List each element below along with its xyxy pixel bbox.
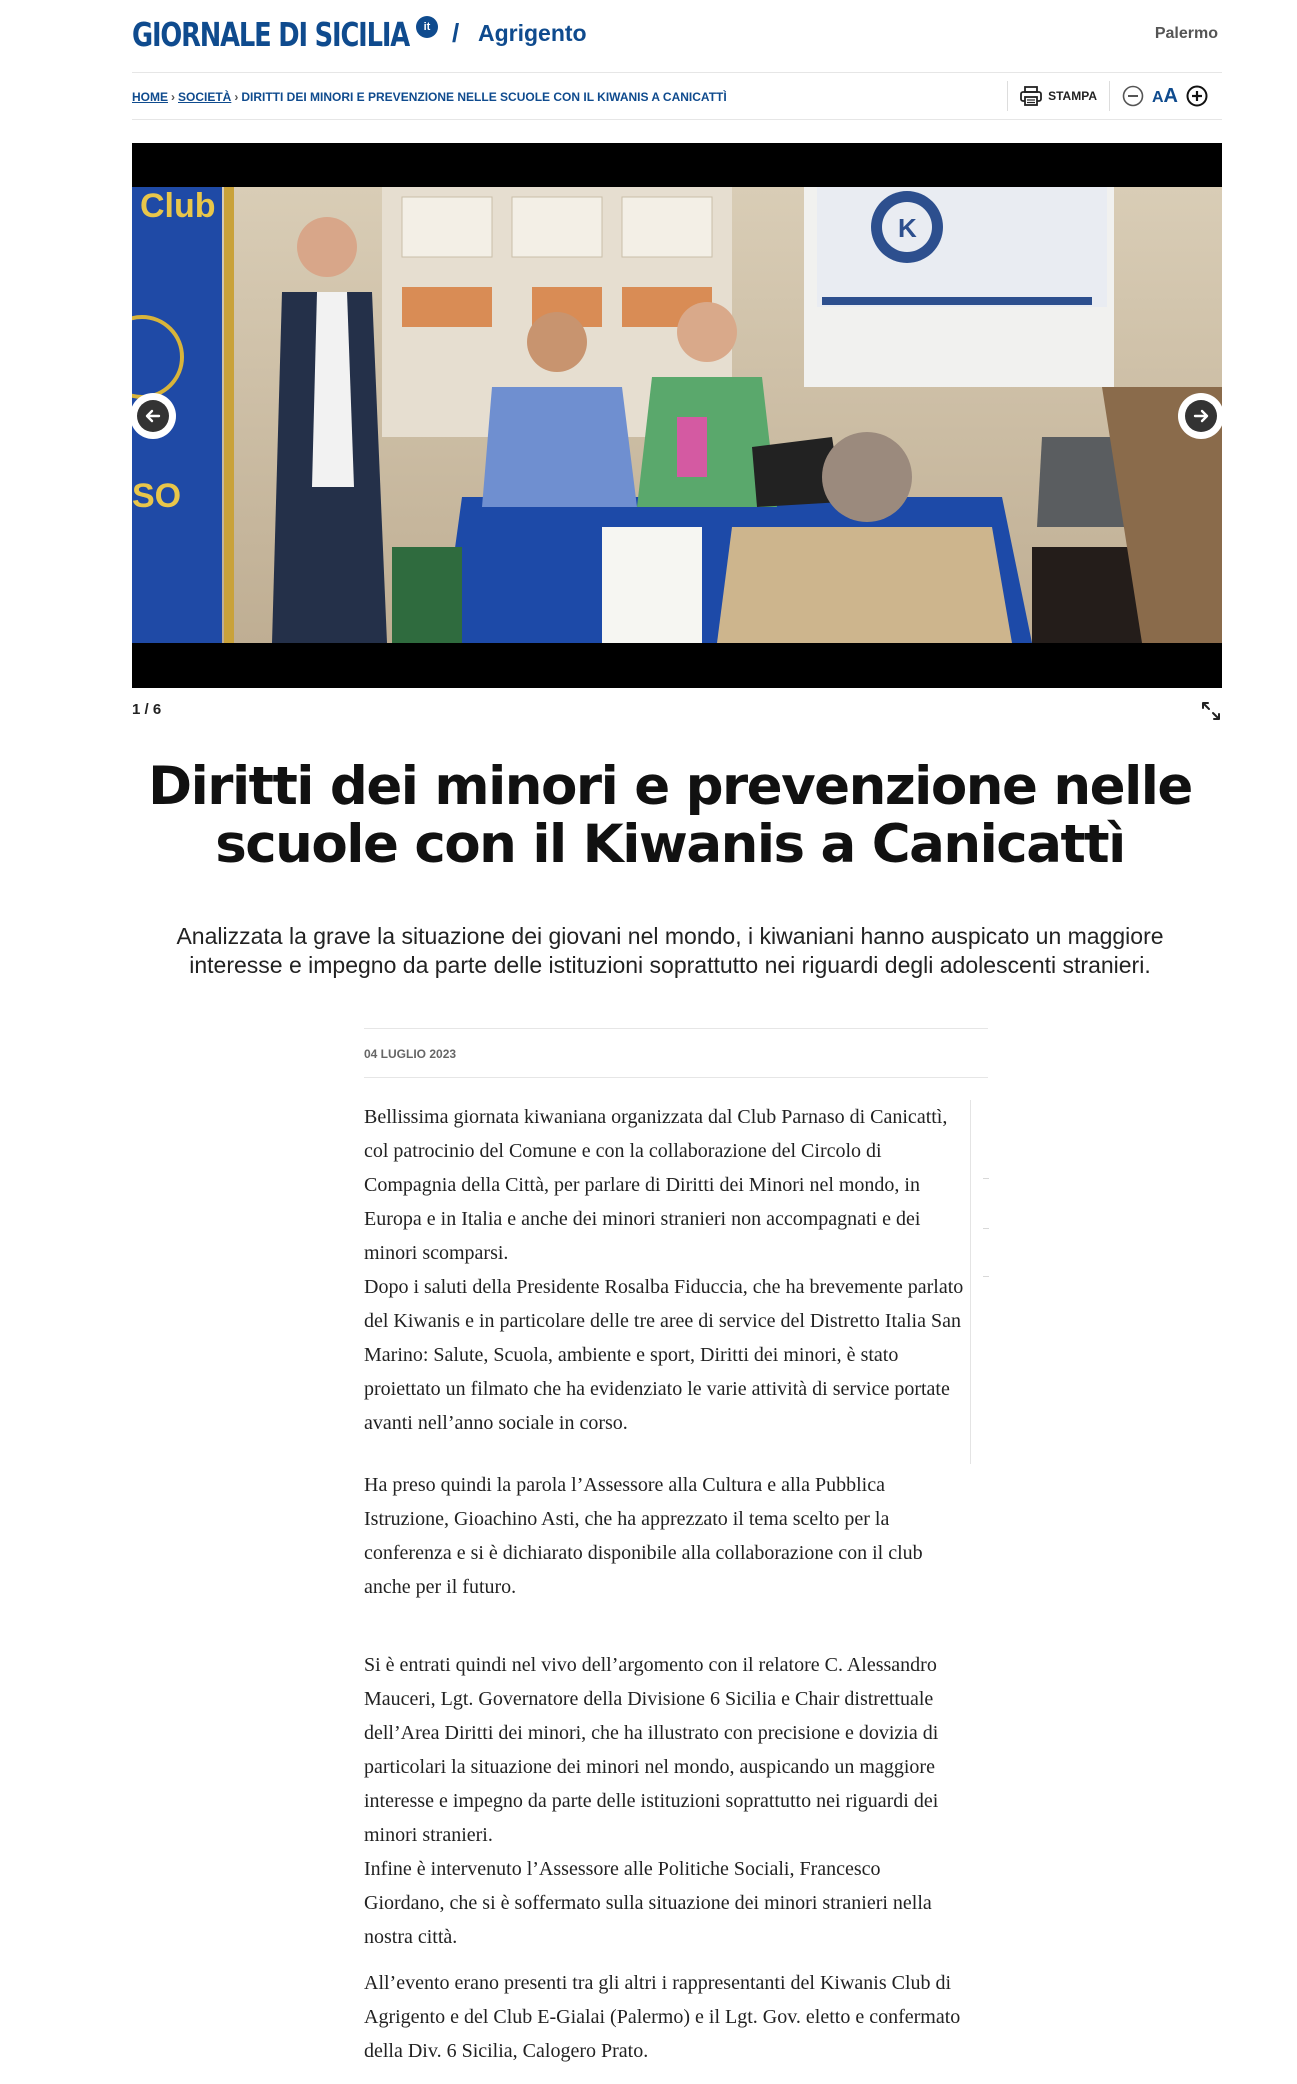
sidebar-mark [983,1178,989,1179]
gallery-photo-illustration [132,187,1222,643]
article-title: Diritti dei minori e prevenzione nelle scuole con il Kiwanis a Canicattì [148,756,1192,875]
arrow-right-icon [1185,400,1217,432]
banner-slide-text: SO [132,477,182,515]
svg-text:K: K [898,213,917,243]
gallery-photo[interactable] [132,187,1222,643]
breadcrumb-bar [132,73,1222,120]
plus-circle-icon[interactable] [1186,85,1208,107]
minus-circle-icon[interactable] [1122,85,1144,107]
breadcrumb [132,90,727,104]
sidebar-mark [983,1276,989,1277]
gallery-next-button[interactable] [1178,393,1224,439]
arrow-left-icon [137,400,169,432]
logo-badge: it [416,16,438,38]
breadcrumb-current: DIRITTI DEI MINORI E PREVENZIONE NELLE SCUOLE CON IL KIWANIS A CANICATTÌ [241,90,727,104]
printer-icon [1020,86,1042,106]
breadcrumb-separator: › [234,90,239,104]
photo-gallery [132,143,1222,688]
banner-text: Club [140,187,216,225]
article-body [364,1100,964,2084]
font-size-indicator [1152,85,1178,108]
font-big-label: A [1163,84,1178,107]
breadcrumb-separator: › [171,90,175,104]
article-date: 04 LUGLIO 2023 [364,1047,457,1061]
logo-text: GIORNALE DI SICILIA [132,14,409,54]
fullscreen-icon[interactable] [1200,700,1222,722]
article-paragraph: Infine è intervenuto l’Assessore alle Politiche Sociali, Francesco Giordano, che si è soffermato sulla situazione dei minori stranieri nella nostra città. [364,1858,932,1948]
tool-divider [1109,81,1110,111]
article-paragraph: Dopo i saluti della Presidente Rosalba Fiduccia, che ha brevemente parlato del Kiwanis e in particolare delle tre aree di service del Distretto Italia San Marino: Salute, Scuola, ambiente e sport, Diritti dei minori, è stato proiettato un filmato che ha evidenziato le varie attività di service portate avanti nell’anno sociale in corso. [364,1276,964,1434]
city-link[interactable]: Palermo [1154,25,1218,42]
gallery-counter: 1 / 6 [132,701,162,718]
header-separator: / [452,18,460,48]
breadcrumb-home[interactable]: HOME [132,90,168,104]
site-header [132,0,1222,73]
article-subtitle: Analizzata la grave la situazione dei giovani nel mondo, i kiwaniani hanno auspicato un maggiore interesse e impegno da parte delle istituzioni soprattutto nei riguardi degli adolescenti stranieri. [176,923,1164,978]
font-size-controls [1122,85,1208,108]
tool-divider [1007,81,1008,111]
section-link[interactable]: Agrigento [478,20,587,46]
print-label: STAMPA [1048,89,1097,103]
print-button[interactable] [1020,86,1097,106]
article-paragraph: All’evento erano presenti tra gli altri i rappresentanti del Kiwanis Club di Agrigento e del Club E-Gialai (Palermo) e il Lgt. Gov. eletto e confermato della Div. 6 Sicilia, Calogero Prato. [364,1972,961,2062]
sidebar-divider [970,1100,971,1464]
gallery-prev-button[interactable] [130,393,176,439]
sidebar-mark [983,1228,989,1229]
article-meta [364,1028,988,1078]
gallery-divider [108,730,1222,738]
article-paragraph: Ha preso quindi la parola l’Assessore alla Cultura e alla Pubblica Istruzione, Gioachino Asti, che ha apprezzato il tema scelto per la conferenza e si è dichiarato disponibile alla collaborazione con il club anche per il futuro. [364,1474,923,1598]
article-tools [995,73,1222,119]
article-paragraph: Bellissima giornata kiwaniana organizzata dal Club Parnaso di Canicattì, col patrocinio del Comune e con la collaborazione del Circolo di Compagnia della Città, per parlare di Diritti dei Minori nel mondo, in Europa e in Italia e anche dei minori stranieri non accompagnati e dei minori scomparsi. [364,1106,948,1264]
font-small-label: A [1151,88,1164,106]
article-paragraph: Si è entrati quindi nel vivo dell’argomento con il relatore C. Alessandro Mauceri, Lgt. Governatore della Divisione 6 Sicilia e Chair distrettuale dell’Area Diritti dei minori, che ha illustrato con precisione e dovizia di particolari la situazione dei minori nel mondo, auspicando un maggiore interesse e impegno da parte delle istituzioni soprattutto nei riguardi dei minori stranieri. [364,1654,939,1846]
breadcrumb-category[interactable]: SOCIETÀ [178,90,232,104]
